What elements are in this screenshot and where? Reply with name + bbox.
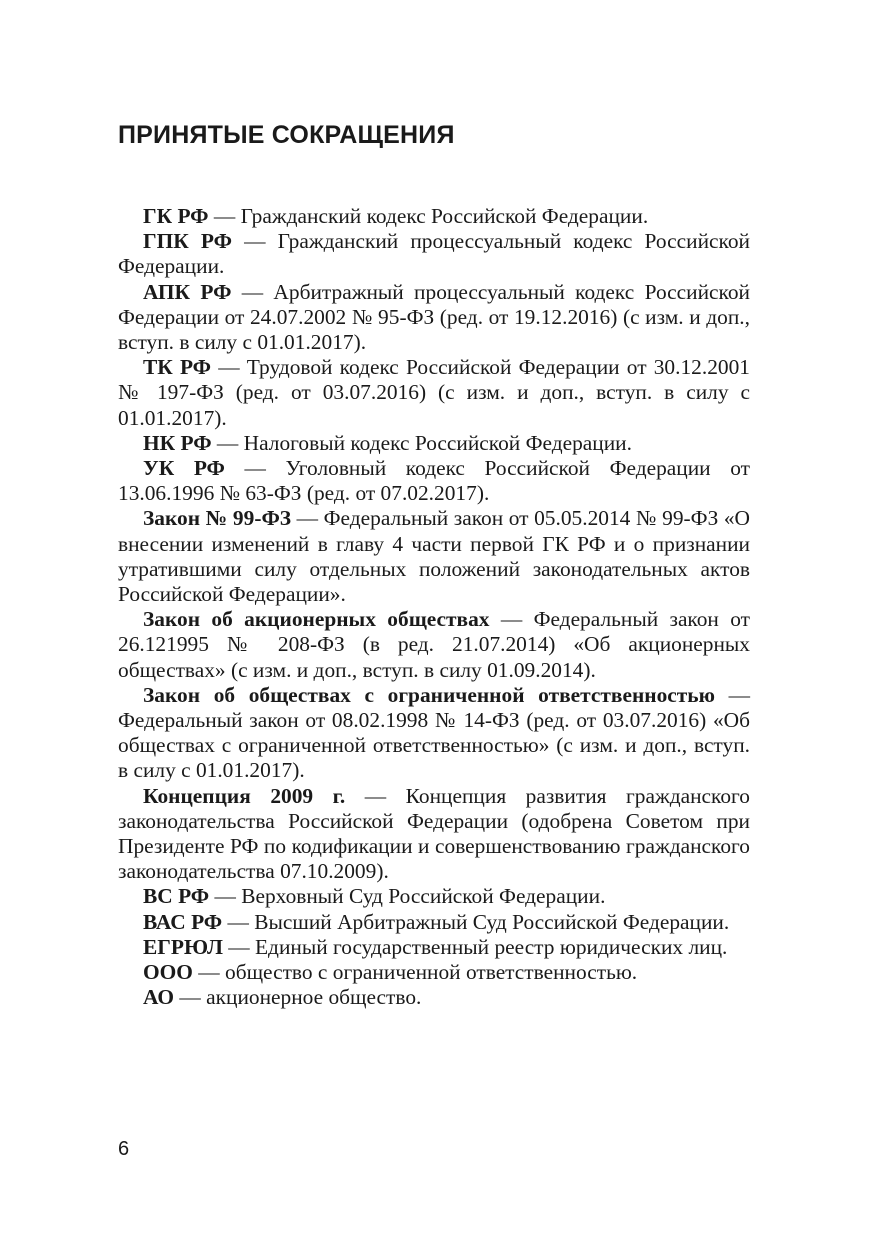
abbreviation-term: УК РФ — [143, 456, 225, 481]
abbreviation-term: ООО — [143, 960, 193, 985]
abbreviation-entry — [118, 985, 750, 1010]
abbreviations-list — [118, 204, 750, 1011]
abbreviation-entry — [118, 910, 750, 935]
abbreviation-entry — [118, 683, 750, 784]
abbreviation-entry — [118, 280, 750, 356]
abbreviation-term: ТК РФ — [143, 355, 212, 380]
abbreviation-term: АО — [143, 985, 175, 1010]
abbreviation-term: ВАС РФ — [143, 909, 223, 934]
page-title: ПРИНЯТЫЕ СОКРАЩЕНИЯ — [118, 121, 455, 149]
abbreviation-term: ГПК РФ — [143, 229, 232, 254]
abbreviation-definition: — Федеральный закон от 26.121995 № 208-ФЗ (в ред. 21.07.2014) «Об акционерных обществах» (с изм. и доп., вступ. в силу 01.09.2014). — [118, 607, 751, 682]
abbreviation-term: ЕГРЮЛ — [143, 934, 223, 959]
abbreviation-term: ВС РФ — [143, 884, 210, 909]
page-number: 6 — [118, 1138, 130, 1160]
abbreviation-definition: — Налоговый кодекс Российской Федерации. — [211, 430, 632, 455]
abbreviation-definition: — Концепция развития гражданского законодательства Российской Федерации (одобрена Советом при Президенте РФ по кодификации и совершенствованию гражданского законодательства 07.10.2009). — [118, 783, 750, 884]
abbreviation-entry — [118, 355, 750, 431]
abbreviation-entry — [118, 960, 750, 985]
abbreviation-entry — [118, 607, 750, 683]
abbreviation-term: Концепция 2009 г. — [143, 783, 346, 808]
abbreviation-term: Закон об акционерных обществах — [143, 607, 490, 632]
abbreviation-entry — [118, 884, 750, 909]
abbreviation-definition: — Федеральный закон от 05.05.2014 № 99-ФЗ «О внесении изменений в главу 4 части первой ГК РФ и о признании утратившими силу отдельных положений законодательных актов Российской Федерации». — [118, 506, 750, 607]
abbreviation-definition: — Единый государственный реестр юридических лиц. — [222, 934, 728, 959]
abbreviation-definition: — Высший Арбитражный Суд Российской Федерации. — [222, 909, 730, 934]
abbreviation-entry — [118, 935, 750, 960]
abbreviation-definition: — Арбитражный процессуальный кодекс Российской Федерации от 24.07.2002 № 95-ФЗ (ред. от 19.12.2016) (с изм. и доп., вступ. в силу с 01.01.2017). — [118, 279, 750, 355]
abbreviation-entry — [118, 431, 750, 456]
abbreviation-term: АПК РФ — [143, 279, 232, 304]
abbreviation-entry — [118, 784, 750, 885]
abbreviation-term: Закон № 99-ФЗ — [143, 506, 292, 531]
abbreviation-definition: — Верховный Суд Российской Федерации. — [209, 884, 606, 909]
abbreviation-entry — [118, 229, 750, 279]
abbreviation-entry — [118, 506, 750, 607]
abbreviation-term: НК РФ — [143, 430, 212, 455]
abbreviation-definition: — Гражданский кодекс Российской Федерации. — [208, 204, 649, 228]
abbreviation-entry — [118, 456, 750, 506]
abbreviation-definition: — общество с ограниченной ответственностью. — [192, 960, 638, 985]
abbreviation-definition: — Трудовой кодекс Российской Федерации от 30.12.2001 № 197-ФЗ (ред. от 03.07.2016) (с изм. и доп., вступ. в силу с 01.01.2017). — [118, 355, 750, 430]
abbreviation-definition: — Федеральный закон от 08.02.1998 № 14-ФЗ (ред. от 03.07.2016) «Об обществах с ограниченной ответственностью» (с изм. и доп., вступ. в силу с 01.01.2017). — [118, 682, 751, 783]
abbreviation-definition: — акционерное общество. — [174, 985, 422, 1010]
abbreviation-term: ГК РФ — [143, 204, 209, 228]
abbreviation-entry — [118, 204, 750, 229]
abbreviation-term: Закон об обществах с ограниченной ответственностью — [143, 682, 715, 707]
abbreviation-definition: — Уголовный кодекс Российской Федерации от 13.06.1996 № 63-ФЗ (ред. от 07.02.2017). — [118, 456, 750, 506]
abbreviation-definition: — Гражданский процессуальный кодекс Российской Федерации. — [118, 229, 750, 279]
